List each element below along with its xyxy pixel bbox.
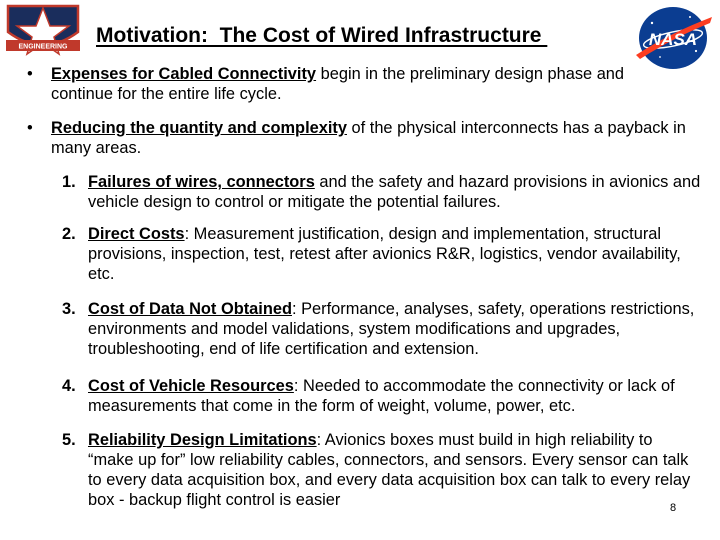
item-lead: Cost of Data Not Obtained: [88, 300, 292, 318]
bullet-text: [51, 118, 687, 158]
bullet-item: [27, 64, 687, 104]
bullet-dot: •: [27, 119, 33, 137]
slide-title: Motivation: The Cost of Wired Infrastructure: [96, 24, 548, 47]
item-number: 5.: [62, 431, 76, 449]
numbered-item: [62, 299, 702, 359]
item-number: 4.: [62, 377, 76, 395]
bullet-lead: Expenses for Cabled Connectivity: [51, 65, 317, 83]
item-rest: : Avionics boxes must build in high reliability to “make up for” low reliability cables, connectors, and sensors. Every sensor can talk to every data acquisition box, and every data acquisition box can talk to every relay box - backup flight control is easier: [88, 431, 691, 509]
item-rest: : Performance, analyses, safety, operations restrictions, environments and model validations, system modifications and upgrades, troubleshooting, end of life certification and extension.: [88, 300, 695, 358]
item-text: [88, 376, 702, 416]
bullet-item: [27, 118, 687, 158]
numbered-item: [62, 224, 702, 284]
nasa-logo: [630, 3, 716, 73]
bullet-rest: of the physical interconnects has a payback in many areas.: [51, 119, 686, 157]
item-text: [88, 172, 702, 212]
item-rest: : Measurement justification, design and implementation, structural provisions, inspection, test, retest after avionics R&R, logistics, vendor availability, etc.: [88, 225, 681, 283]
item-number: 3.: [62, 300, 76, 318]
item-lead: Direct Costs: [88, 225, 185, 243]
bullet-rest: begin in the preliminary design phase and continue for the entire life cycle.: [51, 65, 625, 103]
item-lead: Reliability Design Limitations: [88, 431, 317, 449]
item-lead: Cost of Vehicle Resources: [88, 377, 294, 395]
bullet-dot: •: [27, 65, 33, 83]
bullet-text: [51, 64, 687, 104]
item-lead: Failures of wires, connectors: [88, 173, 315, 191]
nasa-logo-text: NASA: [648, 30, 698, 49]
engineering-emblem-logo: [2, 2, 84, 58]
bullet-lead: Reducing the quantity and complexity: [51, 119, 347, 137]
numbered-item: [62, 376, 702, 416]
item-number: 1.: [62, 173, 76, 191]
item-rest: and the safety and hazard provisions in avionics and vehicle design to control or mitigate the potential failures.: [88, 173, 701, 211]
item-rest: : Needed to accommodate the connectivity or lack of measurements that come in the form of weight, volume, power, etc.: [88, 377, 675, 415]
numbered-item: [62, 172, 702, 212]
engineering-star-emblem-icon: [6, 6, 80, 54]
item-text: [88, 430, 702, 510]
engineering-emblem-text: ENGINEERING: [18, 43, 68, 51]
nasa-meatball-icon: [636, 7, 712, 69]
item-number: 2.: [62, 225, 76, 243]
item-text: [88, 224, 702, 284]
page-number: 8: [670, 502, 677, 514]
item-text: [88, 299, 702, 359]
numbered-item: [62, 430, 702, 510]
